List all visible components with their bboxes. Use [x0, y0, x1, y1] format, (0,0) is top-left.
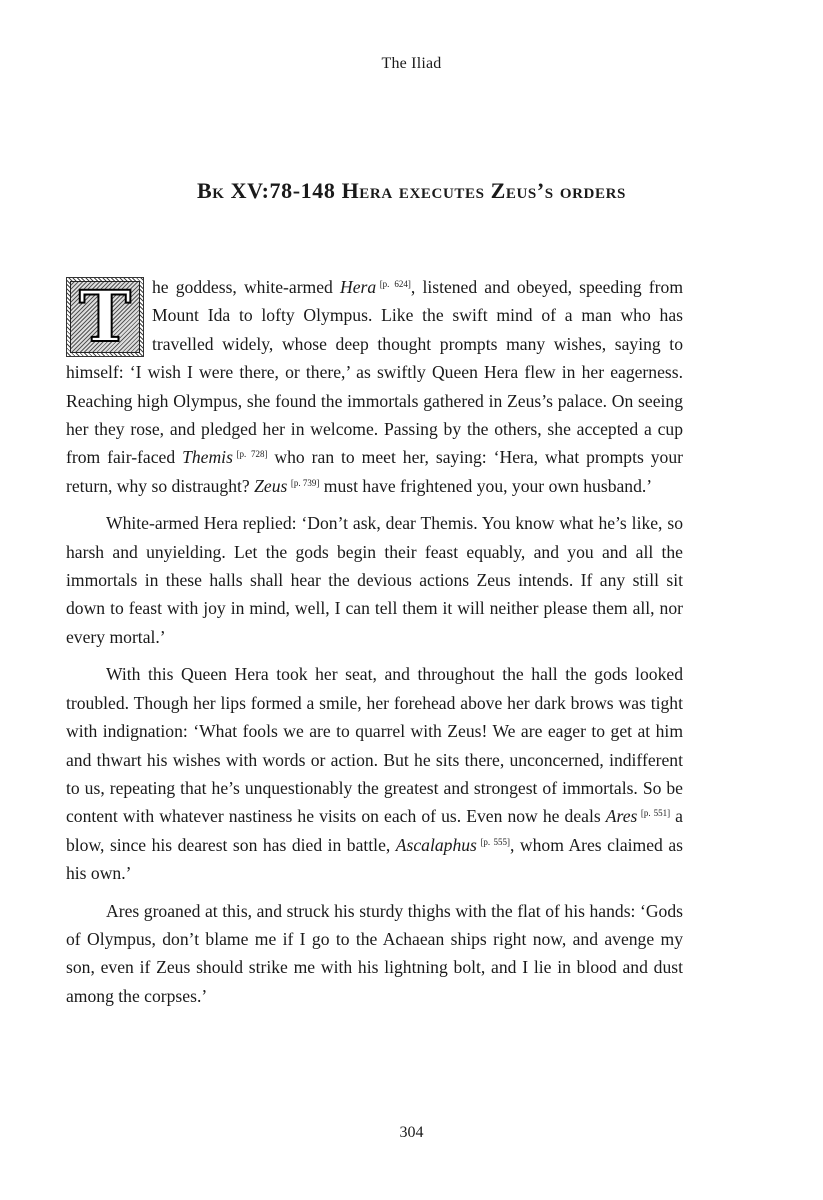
name-hera: Hera: [339, 277, 377, 297]
text-run: must have frightened you, your own husband.’: [319, 475, 653, 496]
page-reference-link[interactable]: [p. 551]: [640, 808, 671, 819]
paragraph-2: White-armed Hera replied: ‘Don’t ask, dear Themis. You know what he’s like, so harsh and unyielding. Let the gods begin their feast equably, and you and all the immortals in these halls shall hear the devious actions Zeus intends. If any still sit down to feast with joy in mind, well, I can tell them it will neither please them all, nor every mortal.’: [66, 513, 683, 647]
text-run: he goddess, white-armed: [152, 277, 340, 297]
running-header: The Iliad: [381, 55, 442, 72]
drop-cap-ornament: [66, 277, 144, 357]
page-reference-link[interactable]: [p. 739]: [290, 477, 320, 488]
text-run: who ran to meet her, saying: ‘Hera, what prompts your return, why so distraught?: [66, 447, 683, 496]
name-zeus: Zeus: [254, 475, 288, 496]
name-themis: Themis: [182, 447, 233, 468]
body-text: [66, 273, 683, 1019]
text-run: , listened and obeyed, speeding from Mount Ida to lofty Olympus. Like the swift mind of a man who has travelled widely, whose deep thought prompts many wishes, saying to himself: ‘I wish I were there, or there,’ as swiftly Queen Hera flew in her eagerness. Reaching high Olympus, she found the immortals gathered in Zeus’s palace. On seeing her they rose, and pledged her in welcome. Passing by the others, she accepted a cup from fair-faced: [66, 277, 684, 468]
drop-cap-letter: T: [78, 277, 132, 357]
page-reference-link[interactable]: [p. 728]: [236, 449, 268, 460]
name-ares: Ares: [605, 806, 638, 827]
chapter-title: Bk XV:78-148 Hera executes Zeus’s orders: [197, 178, 626, 203]
page-reference-link[interactable]: [p. 624]: [379, 279, 411, 289]
paragraph-1: [66, 273, 683, 500]
paragraph-3: [66, 660, 683, 887]
text-run: With this Queen Hera took her seat, and throughout the hall the gods looked troubled. Though her lips formed a smile, her forehead above her dark brows was tight with indignation: ‘What fools we are to quarrel with Zeus! We are eager to get at him and thwart his wishes with words or action. But he sits there, unconcerned, indifferent to us, repeating that he’s unquestionably the greatest and strongest of immortals. So be content with whatever nastiness he visits on each of us. Even now he deals: [66, 664, 683, 827]
page-number: 304: [399, 1124, 424, 1141]
text-run: a blow, since his dearest son has died in battle,: [66, 806, 683, 855]
paragraph-4: Ares groaned at this, and struck his sturdy thighs with the flat of his hands: ‘Gods of Olympus, don’t blame me if I go to the Achaean ships right now, and avenge my son, even if Zeus should strike me with his lightning bolt, and I lie in blood and dust among the corpses.’: [66, 900, 683, 1006]
page-reference-link[interactable]: [p. 555]: [480, 836, 511, 847]
text-run: , whom Ares claimed as his own.’: [66, 834, 683, 884]
name-ascalaphus: Ascalaphus: [395, 834, 477, 855]
